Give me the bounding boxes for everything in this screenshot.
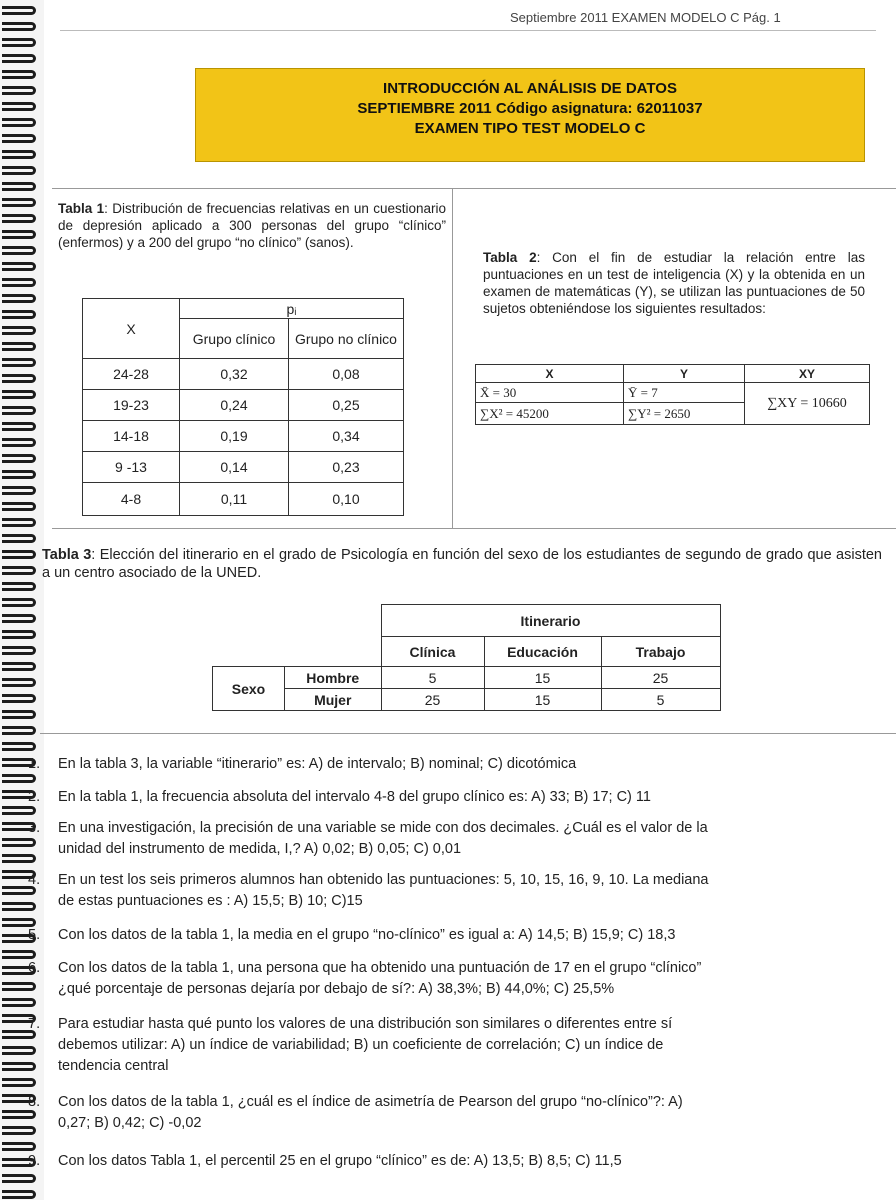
grid-bottom-rule (40, 733, 896, 734)
exam-model: EXAMEN TIPO TEST MODELO C (414, 120, 646, 137)
spiral-ring (2, 134, 36, 143)
spiral-ring (2, 230, 36, 239)
tabla1-header-pi: pᵢ (180, 299, 404, 319)
tabla3-blank (213, 637, 285, 667)
spiral-ring (2, 1190, 36, 1199)
tabla2-caption-text: : Con el fin de estudiar la relación entre las puntuaciones en un test de inteligencia (X) y la obtenida en un examen de matemáticas (Y), se utilizan las puntuaciones de 50 sujetos obteniéndose los siguientes resultados: (483, 250, 865, 316)
spiral-ring (2, 38, 36, 47)
tabla3-caption-title: Tabla 3 (42, 547, 92, 563)
question-9 (28, 1151, 896, 1172)
spiral-ring (2, 726, 36, 735)
question-number: 7. (28, 1016, 41, 1032)
page-header: Septiembre 2011 EXAMEN MODELO C Pág. 1 (510, 10, 781, 25)
question-text: ¿qué porcentaje de personas dejaría por debajo de sí?: A) 38,3%; B) 44,0%; C) 25,5% (58, 981, 615, 997)
tabla1-cell-clinico: 0,14 (180, 452, 289, 483)
tabla1-cell-noclinico: 0,25 (289, 390, 404, 421)
course-title: INTRODUCCIÓN AL ANÁLISIS DE DATOS (383, 80, 677, 97)
question-1 (28, 754, 896, 775)
tabla3-row-label: Hombre (285, 667, 382, 689)
question-text: 0,27; B) 0,42; C) -0,02 (58, 1115, 202, 1131)
tabla3-header-clinica: Clínica (381, 637, 484, 667)
title-banner (195, 68, 865, 162)
spiral-ring (2, 278, 36, 287)
question-2 (28, 787, 896, 808)
tabla1-cell-clinico: 0,11 (180, 483, 289, 516)
spiral-ring (2, 630, 36, 639)
spiral-ring (2, 774, 36, 783)
grid-top-rule (52, 188, 896, 189)
question-text: En la tabla 3, la variable “itinerario” es: A) de intervalo; B) nominal; C) dicotómica (58, 756, 577, 772)
spiral-ring (2, 150, 36, 159)
grid-middle-rule (52, 528, 896, 529)
spiral-ring (2, 22, 36, 31)
spiral-ring (2, 598, 36, 607)
question-number: 1. (28, 756, 41, 772)
spiral-ring (2, 70, 36, 79)
spiral-ring (2, 694, 36, 703)
spiral-ring (2, 6, 36, 15)
tabla3-cell: 25 (601, 667, 720, 689)
tabla2-header-xy: XY (745, 365, 870, 383)
tabla3 (212, 604, 721, 711)
tabla3-cell: 25 (381, 689, 484, 711)
question-text: unidad del instrumento de medida, I,? A) 0,02; B) 0,05; C) 0,01 (58, 841, 462, 857)
tabla1-cell-noclinico: 0,34 (289, 421, 404, 452)
question-text: debemos utilizar: A) un índice de variabilidad; B) un coeficiente de correlación; C) un índice de (58, 1037, 664, 1053)
tabla1-caption-title: Tabla 1 (58, 201, 105, 216)
tabla3-row-label: Mujer (285, 689, 382, 711)
exam-date-code: SEPTIEMBRE 2011 Código asignatura: 62011037 (357, 100, 703, 117)
question-text: En una investigación, la precisión de una variable se mide con dos decimales. ¿Cuál es el valor de la (58, 820, 708, 836)
question-text: Para estudiar hasta qué punto los valores de una distribución son similares o diferentes entre sí (58, 1016, 673, 1032)
spiral-ring (2, 678, 36, 687)
spiral-ring (2, 198, 36, 207)
question-text: En un test los seis primeros alumnos han obtenido las puntuaciones: 5, 10, 15, 16, 9, 10. La mediana (58, 872, 709, 888)
question-8 (28, 1092, 896, 1134)
tabla2-sum-y2: ∑Y² = 2650 (624, 403, 745, 425)
grid-vertical-rule (452, 188, 453, 528)
spiral-ring (2, 486, 36, 495)
tabla2-caption-title: Tabla 2 (483, 250, 537, 265)
question-number: 9. (28, 1153, 41, 1169)
question-text: tendencia central (58, 1058, 169, 1074)
spiral-ring (2, 614, 36, 623)
spiral-ring (2, 438, 36, 447)
question-number: 8. (28, 1094, 41, 1110)
table-row (83, 421, 404, 452)
spiral-ring (2, 214, 36, 223)
spiral-ring (2, 342, 36, 351)
tabla2-header-x: X (476, 365, 624, 383)
question-number: 2. (28, 789, 41, 805)
tabla2-sum-x2: ∑X² = 45200 (476, 403, 624, 425)
question-text: Con los datos Tabla 1, el percentil 25 en el grupo “clínico” es de: A) 13,5; B) 8,5; C) 11,5 (58, 1153, 622, 1169)
spiral-ring (2, 710, 36, 719)
tabla3-header-trabajo: Trabajo (601, 637, 720, 667)
tabla1-cell-x: 14-18 (83, 421, 180, 452)
tabla1-header-clinico: Grupo clínico (180, 319, 289, 359)
tabla2-mean-y: Ȳ = 7 (624, 383, 745, 403)
table-row (83, 390, 404, 421)
table-row (83, 452, 404, 483)
spiral-ring (2, 1142, 36, 1151)
tabla1-cell-clinico: 0,24 (180, 390, 289, 421)
question-3 (28, 818, 896, 860)
question-6 (28, 958, 896, 1000)
tabla1-cell-clinico: 0,32 (180, 359, 289, 390)
spiral-ring (2, 1078, 36, 1087)
tabla1-cell-x: 19-23 (83, 390, 180, 421)
tabla1-cell-noclinico: 0,08 (289, 359, 404, 390)
tabla3-header-itinerario: Itinerario (381, 605, 720, 637)
spiral-ring (2, 454, 36, 463)
tabla3-blank (213, 605, 285, 637)
spiral-ring (2, 582, 36, 591)
tabla1-cell-x: 24-28 (83, 359, 180, 390)
tabla3-cell: 15 (484, 689, 601, 711)
spiral-ring (2, 566, 36, 575)
spiral-ring (2, 534, 36, 543)
spiral-ring (2, 470, 36, 479)
spiral-ring (2, 550, 36, 559)
tabla3-caption-text: : Elección del itinerario en el grado de Psicología en función del sexo de los estudiantes de segundo de grado que asisten a un centro asociado de la UNED. (42, 547, 882, 581)
tabla3-header-sexo: Sexo (213, 667, 285, 711)
table-row (83, 359, 404, 390)
tabla1-caption (58, 200, 446, 251)
question-text: Con los datos de la tabla 1, ¿cuál es el índice de asimetría de Pearson del grupo “no-clínico”?: A) (58, 1094, 683, 1110)
spiral-ring (2, 54, 36, 63)
tabla2-header-y: Y (624, 365, 745, 383)
spiral-ring (2, 326, 36, 335)
spiral-ring (2, 662, 36, 671)
spiral-ring (2, 422, 36, 431)
spiral-ring (2, 374, 36, 383)
spiral-ring (2, 310, 36, 319)
tabla3-cell: 15 (484, 667, 601, 689)
tabla2 (475, 364, 870, 425)
question-text: Con los datos de la tabla 1, una persona que ha obtenido una puntuación de 17 en el grupo “clínico” (58, 960, 702, 976)
tabla1-header-noclinico: Grupo no clínico (289, 319, 404, 359)
table-row (83, 483, 404, 516)
question-number: 5. (28, 927, 41, 943)
spiral-ring (2, 246, 36, 255)
tabla1 (82, 298, 404, 516)
tabla2-sum-xy: ∑XY = 10660 (745, 383, 870, 425)
spiral-ring (2, 182, 36, 191)
table-row (213, 689, 721, 711)
tabla1-cell-x: 9 -13 (83, 452, 180, 483)
spiral-ring (2, 518, 36, 527)
header-rule (60, 30, 876, 31)
tabla2-caption (483, 249, 865, 317)
spiral-ring (2, 102, 36, 111)
question-7 (28, 1014, 896, 1077)
spiral-ring (2, 118, 36, 127)
tabla3-header-educacion: Educación (484, 637, 601, 667)
tabla3-cell: 5 (601, 689, 720, 711)
spiral-ring (2, 502, 36, 511)
tabla1-cell-noclinico: 0,10 (289, 483, 404, 516)
table-row (213, 667, 721, 689)
question-text: En la tabla 1, la frecuencia absoluta del intervalo 4-8 del grupo clínico es: A) 33; B) 17; C) 11 (58, 789, 651, 805)
question-4 (28, 870, 896, 912)
spiral-ring (2, 1174, 36, 1183)
spiral-ring (2, 86, 36, 95)
tabla3-cell: 5 (381, 667, 484, 689)
tabla3-blank (285, 605, 382, 637)
question-5 (28, 925, 896, 946)
spiral-ring (2, 390, 36, 399)
question-number: 3. (28, 820, 41, 836)
spiral-ring (2, 646, 36, 655)
tabla3-blank (285, 637, 382, 667)
tabla1-caption-text: : Distribución de frecuencias relativas en un cuestionario de depresión aplicado a 300 personas del grupo “clínico” (enfermos) y a 200 del grupo “no clínico” (sanos). (58, 201, 446, 250)
question-number: 4. (28, 872, 41, 888)
spiral-ring (2, 358, 36, 367)
question-text: Con los datos de la tabla 1, la media en el grupo “no-clínico” es igual a: A) 14,5; B) 15,9; C) 18,3 (58, 927, 676, 943)
tabla3-caption (42, 546, 882, 582)
question-number: 6. (28, 960, 41, 976)
spiral-ring (2, 294, 36, 303)
tabla1-cell-x: 4-8 (83, 483, 180, 516)
spiral-ring (2, 166, 36, 175)
spiral-ring (2, 742, 36, 751)
tabla1-cell-clinico: 0,19 (180, 421, 289, 452)
tabla1-header-x: X (83, 299, 180, 359)
question-text: de estas puntuaciones es : A) 15,5; B) 10; C)15 (58, 893, 363, 909)
spiral-ring (2, 406, 36, 415)
tabla1-cell-noclinico: 0,23 (289, 452, 404, 483)
spiral-ring (2, 262, 36, 271)
tabla2-mean-x: X̄ = 30 (476, 383, 624, 403)
